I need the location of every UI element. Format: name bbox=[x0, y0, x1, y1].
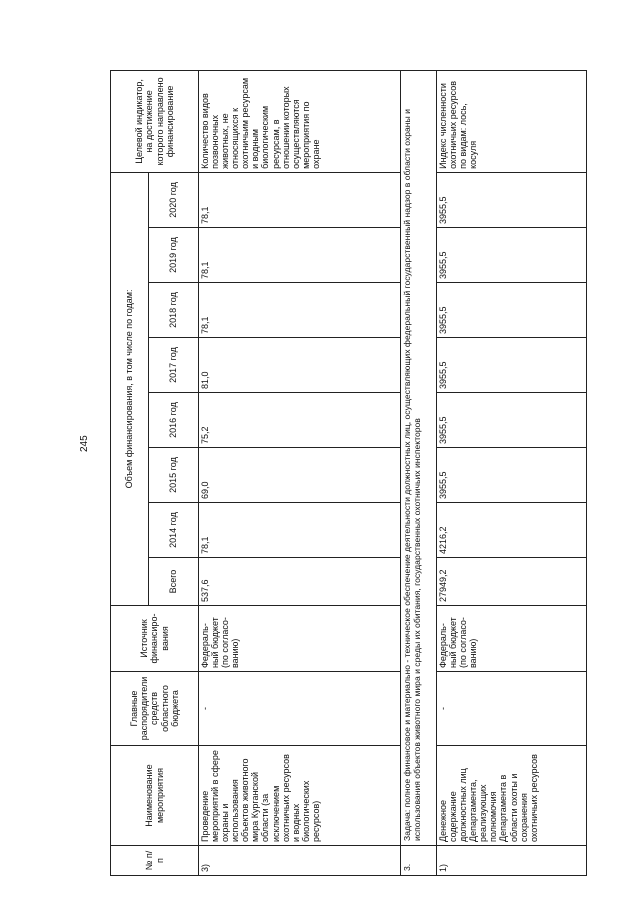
header-year-2020: 2020 год bbox=[149, 172, 199, 227]
header-name: Наименование мероприятия bbox=[111, 746, 199, 846]
value-2018: 3955,5 bbox=[437, 283, 587, 338]
page-number: 245 bbox=[79, 435, 90, 452]
funding-source: Федераль-ный бюджет (по согласо-ванию) bbox=[437, 606, 587, 672]
value-2015: 69,0 bbox=[199, 448, 401, 503]
value-2017: 81,0 bbox=[199, 338, 401, 393]
rotated-page bbox=[110, 71, 634, 876]
header-year-2018: 2018 год bbox=[149, 283, 199, 338]
funding-source: Федераль-ный бюджет (по согласо-ванию) bbox=[199, 606, 401, 672]
header-source: Источник финансиро-вания bbox=[111, 606, 199, 672]
target-indicator: Индекс численности охотничьих ресурсов по видам: лось, косуля bbox=[437, 70, 587, 172]
header-year-2016: 2016 год bbox=[149, 393, 199, 448]
value-2015: 3955,5 bbox=[437, 448, 587, 503]
managers-cell: - bbox=[199, 672, 401, 746]
section-row bbox=[401, 70, 437, 875]
header-funding: Объем финансирования, в том числе по годам: bbox=[111, 172, 149, 605]
section-task: Задача: полное финансовое и материально - техническое обеспечение деятельности должностных лиц, осуществляющих федеральный государственный надзор в области охраны и использования объектов животного мира и среды их обитания, государственных охотничьих инспекторов bbox=[401, 70, 437, 845]
value-2019: 78,1 bbox=[199, 228, 401, 283]
target-indicator: Количество видов позвоночных животных, не относящихся к охотничьим ресурсам и водным биологическим ресурсам, в отношении которых осуществляются мероприятия по охране bbox=[199, 70, 401, 172]
program-measures-table bbox=[110, 70, 587, 876]
header-managers: Главные распорядители средств областного бюджета bbox=[111, 672, 199, 746]
value-2017: 3955,5 bbox=[437, 338, 587, 393]
total-value: 537,6 bbox=[199, 558, 401, 606]
header-number: № п/п bbox=[111, 846, 199, 876]
value-2014: 78,1 bbox=[199, 503, 401, 558]
value-2018: 78,1 bbox=[199, 283, 401, 338]
header-year-2017: 2017 год bbox=[149, 338, 199, 393]
total-value: 27949,2 bbox=[437, 558, 587, 606]
header-target: Целевой индикатор, на достижение которого направлено финансирование bbox=[111, 70, 199, 172]
table-row bbox=[199, 70, 401, 875]
value-2020: 3955,5 bbox=[437, 172, 587, 227]
header-row-main bbox=[111, 70, 149, 875]
measure-name: Денежное содержание должностных лиц Департамента, реализующих полномочия Департамента в области охоты и сохранения охотничьих ресурсов bbox=[437, 746, 587, 846]
value-2020: 78,1 bbox=[199, 172, 401, 227]
row-number: 1) bbox=[437, 846, 587, 876]
header-year-2014: 2014 год bbox=[149, 503, 199, 558]
header-year-2015: 2015 год bbox=[149, 448, 199, 503]
header-total: Всего bbox=[149, 558, 199, 606]
managers-cell: - bbox=[437, 672, 587, 746]
value-2016: 3955,5 bbox=[437, 393, 587, 448]
section-number: 3. bbox=[401, 846, 437, 876]
header-year-2019: 2019 год bbox=[149, 228, 199, 283]
value-2016: 75,2 bbox=[199, 393, 401, 448]
row-number: 3) bbox=[199, 846, 401, 876]
value-2019: 3955,5 bbox=[437, 228, 587, 283]
value-2014: 4216,2 bbox=[437, 503, 587, 558]
table-row bbox=[437, 70, 587, 875]
measure-name: Проведение мероприятий в сфере охраны и использования объектов животного мира Курганской области (за исключением охотничьих ресурсов и водных биологических ресурсов) bbox=[199, 746, 401, 846]
